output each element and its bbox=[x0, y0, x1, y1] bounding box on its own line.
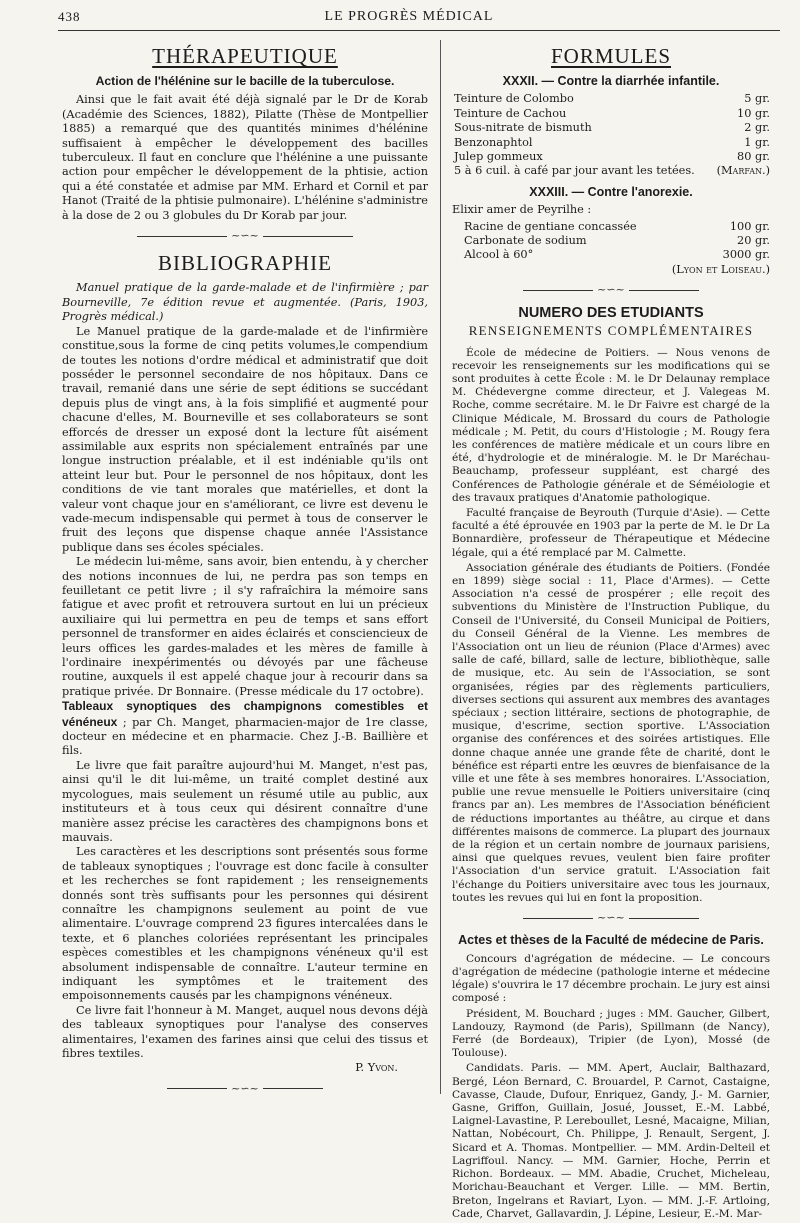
etudiants-paragraph-1: École de médecine de Poitiers. — Nous venons de recevoir les renseignements sur les modifications qui se sont produites à cette École : M. le Dr Delaunay remplace M. Chédevergne comme directeur, et J. Valegeas M. Roche, comme secrétaire. M. le Dr Faivre est chargé de la Clinique Médicale, M. Brossard du cours de Pathologie médicale ; M. Petit, du cours d'Histologie ; M. Rougy fera les conférences de matière médicale et un cours libre en été, d'hydrologie et de minéralogie. M. le Dr Maréchau-Beauchamp, professeur suppléant, est chargé des Conférences de Pathologie générale et de Séméiologie et des travaux pratiques d'Anatomie pathologique. bbox=[452, 346, 770, 504]
formula-33-author: (Lyon et Loiseau.) bbox=[671, 262, 770, 276]
formula-item: Teinture de Colombo 5 gr. bbox=[454, 92, 770, 106]
therapeutique-body: Ainsi que le fait avait été déjà signalé par le Dr de Korab (Académie des Sciences, 1882), Pilatte (Thèse de Montpellier 1885) a remarqué que des quantités minimes d'hélénine suffisaient à empêcher le développement des bacilles tuberculeux. Il faut en conclure que l'hélénine a une puissante action pour empêcher le développement de la phtisie, action qui a été constatée et admise par MM. Erhard et Cornil et par Hanot (Traité de la phtisie pulmonaire). L'hélénine s'administre à la dose de 2 ou 3 globules du Dr Korab par jour. bbox=[62, 93, 428, 222]
formula-33-intro: Elixir amer de Peyrilhe : bbox=[452, 203, 592, 217]
bibliographie-paragraph-5: Ce livre fait l'honneur à M. Manget, auquel nous devons déjà des tableaux synoptiques pour l'analyse des conserves alimentaires, l'examen des farines ainsi que celui des tissus et fibres textiles. bbox=[62, 1003, 428, 1060]
signature: P. Yvon. bbox=[355, 1061, 398, 1075]
bibliographie-paragraph-1: Le Manuel pratique de la garde-malade et de l'infirmière constitue,sous la forme de cinq petits volumes,le compendium de toutes les notions d'ordre médical et administratif que doit posséder le personnel secondaire de nos hôpitaux. Dans ce travail, remanié dans une série de sept éditions se succédant depuis plus de vingt ans, à la fois simplifié et augmenté pour chacune d'elles, M. Bourneville et ses collaborateurs se sont efforcés de dresser un exposé dont la lecture fût aisément assimilable aux esprits non spécialement entraînés par une longue instruction préalable, et il est indéniable qu'ils ont atteint leur but. Pour le personnel de nos hôpitaux, dont les conditions de vie tant morales que matérielles, et dont la valeur vont chaque jour en s'améliorant, ce livre est devenu le vade-mecum indispensable qui permet à tous de conserver le fruit des leçons que dispense chaque année l'Assistance publique dans ses écoles spéciales. bbox=[62, 324, 428, 554]
header-rule bbox=[58, 30, 780, 31]
journal-title: LE PROGRÈS MÉDICAL bbox=[324, 9, 494, 24]
bibliographie-paragraph-2: Le médecin lui-même, sans avoir, bien entendu, à y chercher des notions inconnues de lui, ne perdra pas son temps en feuilletant ce petit livre ; il s'y rafraîchira la mémoire sans fatigue et avec profit et retrouvera surtout en lui un précieux auxiliaire qui lui permettra en peu de temps et sans effort personnel de transformer en aides éclairés et consciencieux de leurs offices les gardes-malades et les mères de famille à l'ordinaire inexpérimentés ou dévoyés par une fâcheuse routine, auxquels il est appelé chaque jour à recourir dans sa pratique privée. Dr Bonnaire. (Presse médicale du 17 octobre). bbox=[62, 555, 428, 698]
section-separator: ~∽~ bbox=[452, 283, 770, 297]
ref-2-rest: ; par Ch. Manget, pharmacien-major de 1re classe, docteur en médecine et en pharmacie. Chez J.-B. Baillière et fils. bbox=[62, 715, 428, 758]
bibliographie-paragraph-4: Les caractères et les descriptions sont présentés sous forme de tableaux synoptiques ; l'ouvrage est donc facile à consulter et les recherches se font rapidement ; les renseignements donnés sont très suffisants pour les personnes qui désirent connaître les champignons seulement au point de vue alimentaire. L'ouvrage comprend 23 figures intercalées dans le texte, et 6 planches coloriées représentant les principales espèces comestibles et les champignons vénéneux qu'il est absolument indispensable de connaître. L'auteur termine en indiquant les symptômes et le traitement des empoisonnements causés par les champignons vénéneux. bbox=[62, 845, 428, 1003]
etudiants-paragraph-3: Association générale des étudiants de Poitiers. (Fondée en 1899) siège social : 11, Place d'Armes). — Cette Association n'a cessé de prospérer ; elle reçoit des subventions du Ministère de l'Instruction Publique, du Conseil de l'Université, du Conseil Municipal de Poitiers, du Conseil Général de la Vienne. Les membres de l'Association ont un lieu de réunion (Place d'Armes) avec salle de café, billard, salle de lecture, bibliothèque, salle de musique, etc. Au sein de l'Association, se sont organisées, régies par des règlements particuliers, diverses sections qui assurent aux membres des avantages spéciaux ; section littéraire, sections de photographie, de musique, d'escrime, section sportive. L'Association organise des conférences et des soirées artistiques. Elle donne chaque année une grande fête de charité, dont le bénéfice est réparti entre les œuvres de bienfaisance de la ville et une fête à ses membres honoraires. L'Association, publie une revue mensuelle le Poitiers universitaire (cinq francs par an). Les membres de l'Association bénéficient de réductions importantes au théâtre, au cirque et dans différentes maisons de commerce. La plupart des journaux de la région et un certain nombre de journaux parisiens, ainsi que quelques revues, veulent bien faire profiter l'Association d'un service gratuit. L'Association fait l'échange du Poitiers universitaire avec tous les journaux, toutes les revues qui lui en font la proposition. bbox=[452, 561, 770, 904]
page-header bbox=[58, 8, 760, 28]
formula-item: Sous-nitrate de bismuth 2 gr. bbox=[454, 121, 770, 135]
formula-item: Benzonaphtol 1 gr. bbox=[454, 135, 770, 149]
bibliographie-paragraph-3: Le livre que fait paraître aujourd'hui M. Manget, n'est pas, ainsi qu'il le dit lui-même, un traité complet destiné aux mycologues, mais seulement un résumé utile au public, aux instituteurs et à tous ceux qui désirent connaître d'une manière assez précise les caractères des champignons bons et mauvais. bbox=[62, 758, 428, 844]
formula-item: Carbonate de sodium 20 gr. bbox=[464, 234, 770, 248]
etudiants-paragraph-2: Faculté française de Beyrouth (Turquie d'Asie). — Cette faculté a été éprouvée en 1903 par la perte de M. le Dr La Bonnardière, professeur de Thérapeutique et Médecine légale, qui a été remplacé par M. Calmette. bbox=[452, 506, 770, 559]
section-separator: ~∽~ bbox=[452, 911, 770, 925]
ref-2-title: Tableaux synoptiques des champignons comestibles et vénéneux bbox=[62, 699, 428, 729]
right-column bbox=[452, 40, 770, 1223]
formula-item: Alcool à 60° 3000 gr. bbox=[464, 248, 770, 262]
formula-item: Racine de gentiane concassée 100 gr. bbox=[464, 219, 770, 233]
actes-paragraph-3: Candidats. Paris. — MM. Apert, Auclair, Balthazard, Bergé, Léon Bernard, C. Brouardel, P. Carnot, Castaigne, Cavasse, Claude, Dufour, Enriquez, Gandy, J.- M. Garnier, Gasne, Griffon, Guillain, Josué, Jousset, E.-M. Labbé, Laignel-Lavastine, P. Lereboullet, Lesné, Macaigne, Milian, Nattan, Nobécourt, Ch. Philippe, J. Renault, Sergent, J. Sicard et A. Thomas. Montpellier. — MM. Ardin-Delteil et Lagriffoul. Nancy. — MM. Garnier, Hoche, Perrin et Richon. Bordeaux. — MM. Abadie, Cruchet, Micheleau, Morichau-Beauchant et Verger. Lille. — MM. Bertin, Breton, Ingelrans et Raviart, Lyon. — MM. J.-F. Artloing, Cade, Charvet, Gallavardin, J. Lépine, Lesieur, E.-M. Mar- bbox=[452, 1062, 771, 1220]
actes-paragraph-2: Président, M. Bouchard ; juges : MM. Gaucher, Gilbert, Landouzy, Raymond (de Paris), Spillmann (de Nancy), Ferré (de Bordeaux), Tripier (de Lyon), Mossé (de Toulouse). bbox=[452, 1007, 770, 1060]
formula-33-title: XXXIII. — Contre l'anorexie. bbox=[529, 184, 693, 199]
therapeutique-title: THÉRAPEUTIQUE bbox=[152, 44, 338, 68]
actes-title: Actes et thèses de la Faculté de médecine de Paris. bbox=[458, 933, 764, 948]
bibliographie-ref-1: Manuel pratique de la garde-malade et de l'infirmière ; par Bourneville, 7e édition revue et augmentée. (Paris, 1903, Progrès médical.) bbox=[62, 281, 428, 324]
etudiants-subtitle: RENSEIGNEMENTS COMPLÉMENTAIRES bbox=[468, 323, 754, 339]
formula-item: Teinture de Cachou 10 gr. bbox=[454, 106, 770, 120]
bibliographie-title: BIBLIOGRAPHIE bbox=[158, 251, 332, 276]
bibliographie-ref-2 bbox=[62, 699, 428, 759]
actes-paragraph-1: Concours d'agrégation de médecine. — Le concours d'agrégation de médecine (pathologie interne et médecine légale) s'ouvrira le 17 décembre prochain. Le jury est ainsi composé : bbox=[452, 952, 770, 1005]
formula-item: Julep gommeux 80 gr. bbox=[454, 150, 770, 164]
formula-32-list bbox=[452, 92, 770, 178]
formula-32-note: 5 à 6 cuil. à café par jour avant les tetées. (Marfan.) bbox=[454, 164, 770, 178]
formules-title: FORMULES bbox=[550, 44, 672, 68]
etudiants-title: NUMERO DES ETUDIANTS bbox=[518, 304, 704, 321]
page-number: 438 bbox=[58, 9, 81, 24]
left-column bbox=[62, 40, 428, 1104]
column-divider bbox=[440, 40, 441, 1094]
formula-33-list bbox=[452, 220, 770, 263]
therapeutique-heading: Action de l'hélénine sur le bacille de la tuberculose. bbox=[95, 74, 395, 88]
section-separator: ~∽~ bbox=[62, 229, 428, 243]
formula-32-title: XXXII. — Contre la diarrhée infantile. bbox=[502, 74, 720, 88]
end-separator: ~∽~ bbox=[62, 1082, 428, 1096]
